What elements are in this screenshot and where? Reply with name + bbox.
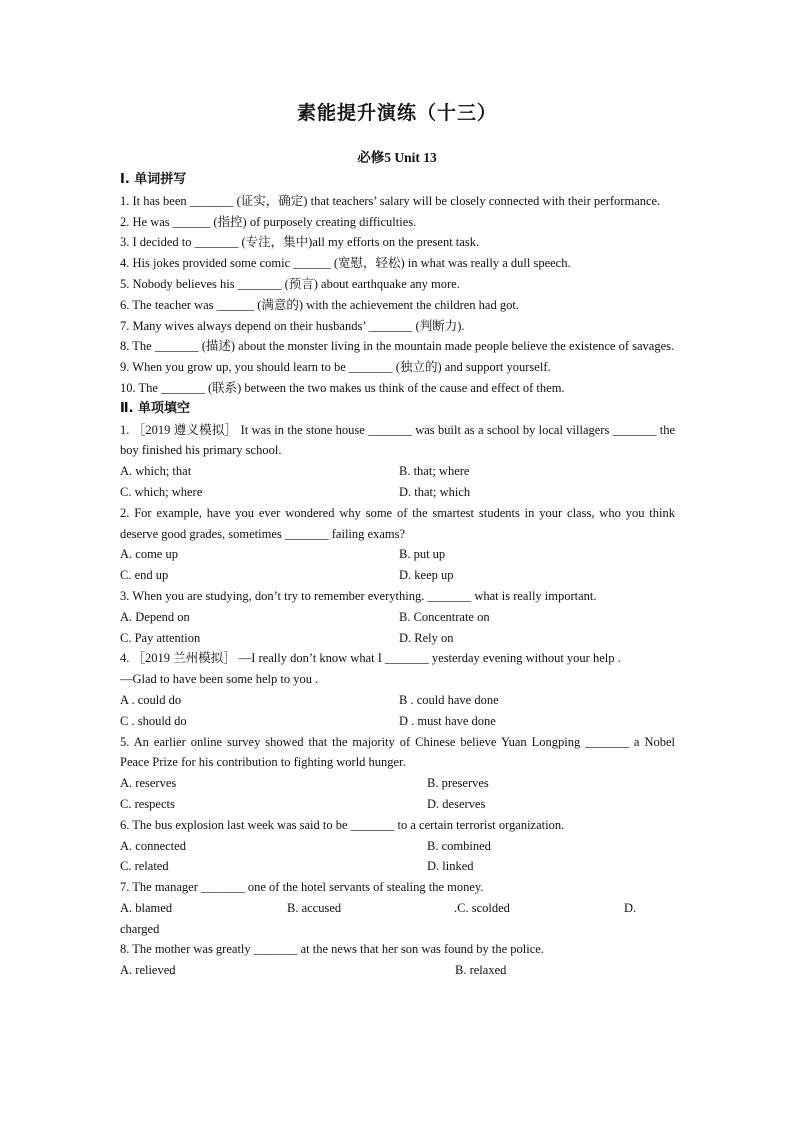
option-d: D. keep up [399, 568, 454, 583]
question-stem: 2. For example, have you ever wondered why some of the smartest students in your class, who you think deserve good grades, sometimes _______ failing exams? [120, 505, 675, 541]
option-row [120, 628, 675, 649]
option-c: C. Pay attention [120, 630, 201, 645]
option-d-continued: charged [120, 921, 160, 936]
section-heading-spelling: Ⅰ. 单词拼写 [120, 172, 187, 187]
option-b: B. preserves [427, 776, 489, 791]
option-row [120, 690, 675, 711]
spelling-item: 4. His jokes provided some comic ______ (宽慰，轻松) in what was really a dull speech. [120, 256, 571, 271]
option-row [120, 773, 675, 794]
question-stem: 7. The manager _______ one of the hotel servants of stealing the money. [120, 880, 484, 895]
option-a: A. connected [120, 838, 186, 853]
option-a: A. which; that [120, 464, 192, 479]
option-row [120, 794, 675, 815]
page-title: 素能提升演练（十三） [296, 102, 497, 124]
option-a: A. come up [120, 547, 178, 562]
option-row [120, 960, 675, 981]
question-stem: 3. When you are studying, don’t try to remember everything. _______ what is really important. [120, 588, 597, 603]
option-d: D. linked [427, 859, 474, 874]
question-stem: 5. An earlier online survey showed that the majority of Chinese believe Yuan Longping _______ a Nobel Peace Prize for his contribution to fighting world hunger. [120, 734, 675, 770]
option-b: B. combined [427, 838, 491, 853]
option-row [120, 711, 675, 732]
option-b: B. relaxed [455, 963, 507, 978]
option-b: B. that; where [399, 464, 470, 479]
option-row [120, 565, 675, 586]
option-row [120, 482, 675, 503]
question-stem: 1. ［2019 遵义模拟］ It was in the stone house _______ was built as a school by local villagers _______ the boy finished his primary school. [120, 422, 675, 458]
option-d: D. deserves [427, 796, 486, 811]
spelling-item: 1. It has been _______ (证实，确定) that teachers’ salary will be closely connected with their performance. [120, 193, 661, 208]
question-stem: 4. ［2019 兰州模拟］ —I really don’t know what I _______ yesterday evening without your help . [120, 651, 621, 666]
option-d: D. that; which [399, 484, 471, 499]
option-row [120, 898, 675, 919]
document-body [120, 170, 675, 981]
option-row [120, 836, 675, 857]
section-heading-choice: Ⅱ. 单项填空 [120, 400, 191, 416]
option-b: B. Concentrate on [399, 609, 490, 624]
option-b: B. put up [399, 547, 446, 562]
option-c: C. related [120, 859, 169, 874]
option-c: C. respects [120, 796, 175, 811]
question-stem: 6. The bus explosion last week was said to be _______ to a certain terrorist organization. [120, 817, 565, 832]
option-d: D. [624, 900, 637, 915]
page-subtitle: 必修5 Unit 13 [357, 150, 437, 165]
question-stem: 8. The mother was greatly _______ at the news that her son was found by the police. [120, 942, 544, 957]
option-c: .C. scolded [454, 900, 510, 915]
spelling-item: 2. He was ______ (指控) of purposely creating difficulties. [120, 214, 417, 229]
option-row [120, 544, 675, 565]
option-d: D. Rely on [399, 630, 454, 645]
option-a: A. relieved [120, 963, 176, 978]
option-row [120, 607, 675, 628]
option-row [120, 461, 675, 482]
option-a: A. reserves [120, 776, 177, 791]
option-c: C. end up [120, 568, 169, 583]
spelling-item: 3. I decided to _______ (专注，集中)all my efforts on the present task. [120, 235, 480, 250]
question-stem-reply: —Glad to have been some help to you . [120, 672, 319, 687]
spelling-item: 9. When you grow up, you should learn to be _______ (独立的) and support yourself. [120, 360, 551, 375]
spelling-item: 7. Many wives always depend on their husbands’ _______ (判断力). [120, 318, 465, 333]
spelling-item: 10. The _______ (联系) between the two makes us think of the cause and effect of them. [120, 380, 565, 395]
option-b: B. accused [287, 900, 342, 915]
option-row [120, 856, 675, 877]
option-a: A. blamed [120, 900, 173, 915]
option-c: C. which; where [120, 484, 203, 499]
option-c: C . should do [120, 713, 187, 728]
spelling-item: 8. The _______ (描述) about the monster living in the mountain made people believe the existence of savages. [120, 339, 675, 354]
option-d: D . must have done [399, 713, 496, 728]
spelling-item: 6. The teacher was ______ (满意的) with the achievement the children had got. [120, 297, 519, 312]
spelling-item: 5. Nobody believes his _______ (预言) about earthquake any more. [120, 276, 460, 291]
option-a: A. Depend on [120, 609, 190, 624]
option-a: A . could do [120, 692, 182, 707]
option-b: B . could have done [399, 692, 499, 707]
